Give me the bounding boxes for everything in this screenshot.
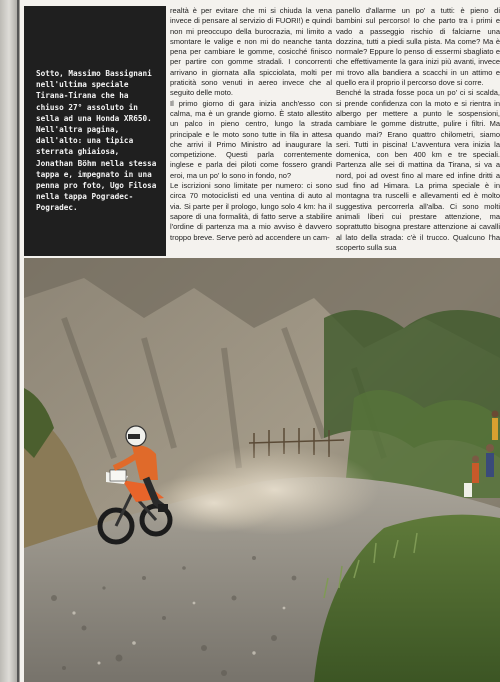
photo-caption: Sotto, Massimo Bassignani nell'ultima speciale Tirana-Tirana che ha chiuso 27° assoluto in sella ad una Honda XR650. Nell'altra pagina, dall'alto: una tipica sterrata ghiaiosa, Jonathan Böhm nella stessa tappa e, impegnato in una penna pro foto, Ugo Filosa nella tappa Pogradec-Pogradec. — [36, 69, 157, 213]
column-2-paragraph: realtà è per evitare che mi si chiuda la vena invece di pensare al servizio di FUORI!) e quindi non mi preoccupo della burocrazia, mi limito a smontare le valige e non mi do neanche tanta pena per cambiare le gomme, cosicché finisco per partire con gomme stradali. I concorrenti arrivano in giornata alla spicciolata, molti per praticità sono venuti in aereo invece che al seguito delle moto. — [170, 6, 332, 98]
photo-caption-box — [24, 6, 166, 256]
rally-photo — [24, 258, 500, 682]
rider-boot — [158, 504, 168, 512]
column-2-paragraph: Il primo giorno di gara inizia anch'esso con calma, ma è un grande giorno. È stato allestito un palco in pieno centro, lungo la strada principale e le moto sono tutte in fila in attesa che arrivi il Primo Ministro ad inaugurare la competizione. Questi parla correntemente inglese e parla dei piloti come fossero grandi eroi, ma un po' lo sono in fondo, no? — [170, 98, 332, 180]
helmet-visor — [128, 434, 140, 439]
column-3-paragraph: Benché la strada fosse poca un po' ci si scalda, si prende confidenza con la moto e si rientra in albergo per mettere a punto le sospensioni, cambiare le gomme distrutte, pulire i filtri. Ma quando mai? Erano quattro chilometri, siamo seri. Tutti in piscina! L'avventura vera inizia la domenica, con ben 400 km e tre speciali. Partenza alle sei di mattina da Tirana, si va a nord, poi ad ovest fino al mare ed infine dritti a sud fino ad Himara. La prima speciale è in montagna tra ruscelli e allevamenti ed è molto suggestiva percorrerla all'alba. Ci sono molti animali liberi cui prestare attenzione, ma soprattutto bisogna prestare attenzione ai cavalli al lato della strada: c'è il trucco. Qualcuno l'ha scoperto sulla sua — [336, 88, 500, 252]
number-plate — [110, 470, 126, 481]
dust-cloud-2 — [144, 473, 284, 533]
binding-edge — [17, 0, 19, 682]
column-2-paragraph: Le iscrizioni sono limitate per numero: ci sono circa 70 motociclisti ed una ventina di auto al via. Si parte per il prologo, lungo solo 4 km: ha il sapore di una formalità, di fatto serve a stabilire l'ordine di partenza ma a mio avviso è davvero troppo breve. Serve però ad accendere un cam- — [170, 181, 332, 242]
article-column-2 — [170, 6, 332, 256]
article-column-3 — [336, 6, 500, 256]
column-3-paragraph: panello d'allarme un po' a tutti: è pieno di bambini sul percorso! Io che parto tra i primi e vado a passeggio rischio di falciarne una dozzina, tutti a piedi sulla pista. Ma come? Ma è normale? Eppure lo penso di essermi sbagliato e che effettivamente la gara inizi più avanti, invece mi trovo alla bandiera a scacchi in un attimo e quello era il proprio il percorso dove si corre. — [336, 6, 500, 88]
